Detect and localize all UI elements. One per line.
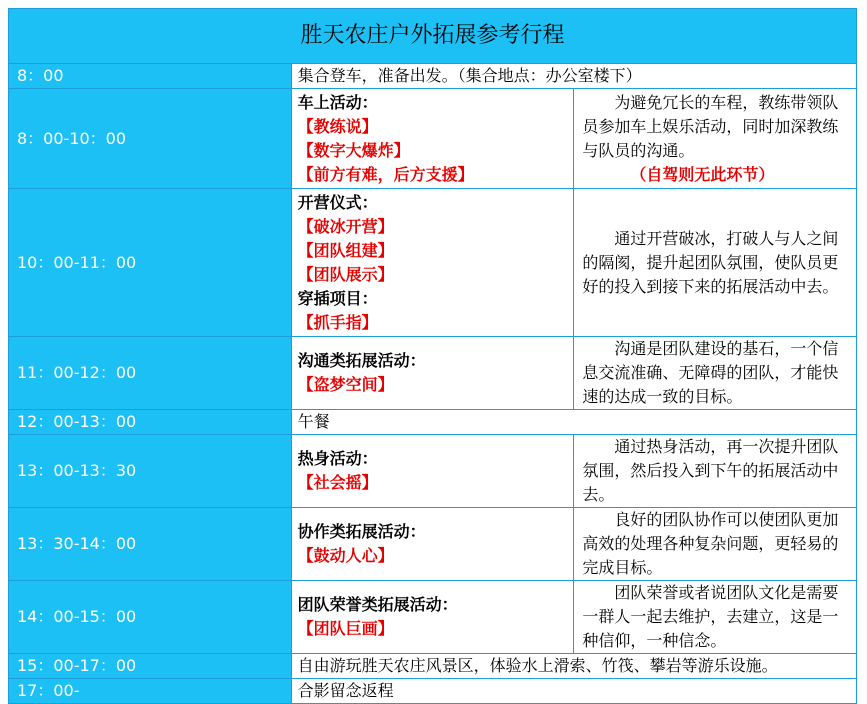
description-cell	[574, 337, 857, 410]
activity-heading: 沟通类拓展活动：	[297, 351, 426, 370]
title-row	[9, 9, 857, 64]
table-row	[9, 679, 857, 704]
table-row	[9, 581, 857, 654]
activity-item: 【鼓动人心】	[297, 546, 394, 565]
time-cell: 17：00-	[9, 679, 292, 704]
time-cell: 14：00-15：00	[9, 581, 292, 654]
description-text: 为避免冗长的车程，教练带领队员参加车上娱乐活动，同时加深教练与队员的沟通。	[582, 93, 839, 160]
activity-item: 【前方有难，后方支援】	[297, 164, 474, 184]
description-cell	[574, 435, 857, 508]
activity-item: 【抓手指】	[297, 312, 378, 332]
activity-cell	[291, 189, 574, 337]
table-row	[9, 508, 857, 581]
time-cell: 15：00-17：00	[9, 654, 292, 679]
description-cell	[574, 189, 857, 337]
activity-cell	[291, 89, 574, 189]
description-cell	[574, 581, 857, 654]
time-cell: 13：00-13：30	[9, 435, 292, 508]
table-row	[9, 435, 857, 508]
activity-item: 【团队展示】	[297, 264, 394, 284]
time-cell: 11：00-12：00	[9, 337, 292, 410]
activity-cell	[291, 337, 574, 410]
activity-cell	[291, 508, 574, 581]
activity-item: 【教练说】	[297, 116, 378, 136]
table-row	[9, 89, 857, 189]
time-cell: 12：00-13：00	[9, 410, 292, 435]
activity-item: 【数字大爆炸】	[297, 140, 410, 160]
activity-heading: 车上活动：	[297, 92, 378, 112]
activity-heading: 穿插项目：	[297, 288, 378, 308]
table-row	[9, 64, 857, 89]
activity-cell: 集合登车，准备出发。（集合地点：办公室楼下）	[291, 64, 856, 89]
table-row	[9, 410, 857, 435]
time-cell: 8：00-10：00	[9, 89, 292, 189]
activity-heading: 协作类拓展活动：	[297, 522, 426, 541]
description-text: 通过热身活动，再一次提升团队氛围，然后投入到下午的拓展活动中去。	[582, 437, 839, 504]
activity-cell	[291, 581, 574, 654]
activity-item: 【团队巨画】	[297, 619, 394, 638]
description-text: 通过开营破冰，打破人与人之间的隔阂，提升起团队氛围，使队员更好的投入到接下来的拓展活动中去。	[582, 228, 839, 296]
activity-cell: 自由游玩胜天农庄风景区，体验水上滑索、竹筏、攀岩等游乐设施。	[291, 654, 856, 679]
activity-heading: 开营仪式：	[297, 192, 378, 212]
itinerary-table	[8, 8, 857, 704]
table-row	[9, 654, 857, 679]
time-cell: 13：30-14：00	[9, 508, 292, 581]
table-row	[9, 189, 857, 337]
activity-heading: 热身活动：	[297, 449, 378, 468]
activity-heading: 团队荣誉类拓展活动：	[297, 595, 458, 614]
time-cell: 8：00	[9, 64, 292, 89]
activity-cell	[291, 435, 574, 508]
activity-cell: 午餐	[291, 410, 856, 435]
activity-item: 【盗梦空间】	[297, 375, 394, 394]
description-text: 团队荣誉或者说团队文化是需要一群人一起去维护，去建立，这是一种信仰，一种信念。	[582, 583, 839, 650]
activity-cell: 合影留念返程	[291, 679, 856, 704]
activity-item: 【破冰开营】	[297, 216, 394, 236]
description-cell	[574, 89, 857, 189]
description-text: 沟通是团队建设的基石，一个信息交流准确、无障碍的团队，才能快速的达成一致的目标。	[582, 339, 839, 406]
description-text: 良好的团队协作可以使团队更加高效的处理各种复杂问题，更轻易的完成目标。	[582, 510, 839, 577]
page-title: 胜天农庄户外拓展参考行程	[9, 9, 857, 64]
description-note: （自驾则无此环节）	[630, 165, 775, 184]
activity-item: 【团队组建】	[297, 240, 394, 260]
table-row	[9, 337, 857, 410]
description-cell	[574, 508, 857, 581]
time-cell: 10：00-11：00	[9, 189, 292, 337]
itinerary-sheet	[8, 8, 857, 704]
activity-item: 【社会摇】	[297, 473, 378, 492]
